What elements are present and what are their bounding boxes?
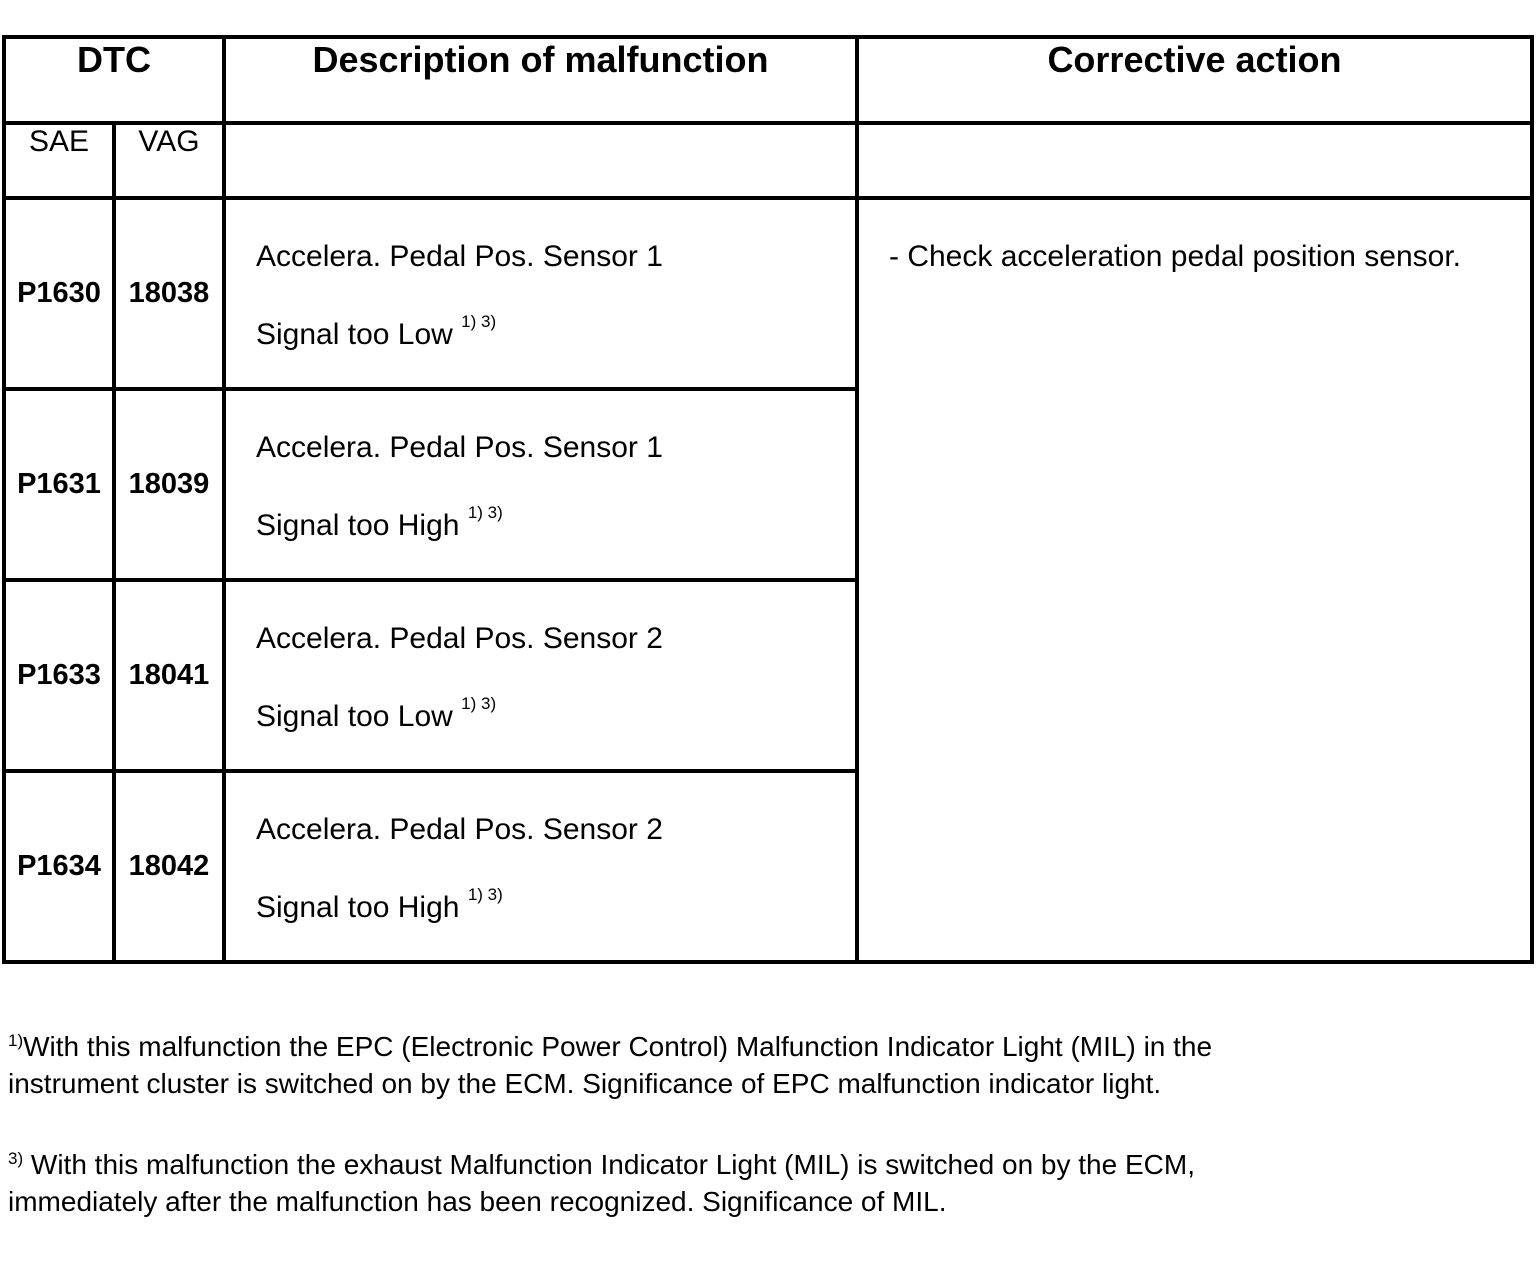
corrective-action: - Check acceleration pedal position sensor. [857,198,1532,962]
footnote-1 [8,1028,1508,1102]
footnote-line2: instrument cluster is switched on by the ECM. Significance of EPC malfunction indicator light. [8,1068,1162,1099]
header-dtc: DTC [4,37,224,123]
description-line1: Accelera. Pedal Pos. Sensor 1 [256,240,663,273]
malfunction-description [224,771,857,962]
table-row [4,198,1532,389]
vag-code: 18041 [114,580,224,771]
header-description: Description of malfunction [224,37,857,123]
sae-code: P1634 [4,771,114,962]
description-line2: Signal too Low [256,700,453,733]
footnote-3 [8,1146,1508,1220]
description-line2: Signal too High [256,891,460,924]
subheader-row [4,123,1532,198]
footnote-line1: With this malfunction the EPC (Electronic Power Control) Malfunction Indicator Light (MIL) in the [23,1031,1213,1062]
subheader-vag: VAG [114,123,224,198]
sae-code: P1630 [4,198,114,389]
malfunction-description [224,198,857,389]
footnote-line2: immediately after the malfunction has been recognized. Significance of MIL. [8,1186,947,1217]
description-line1: Accelera. Pedal Pos. Sensor 1 [256,431,663,464]
malfunction-description [224,580,857,771]
vag-code: 18042 [114,771,224,962]
description-line2: Signal too Low [256,318,453,351]
header-corrective-action: Corrective action [857,37,1532,123]
description-line2: Signal too High [256,509,460,542]
footnote-ref: 1) 3) [467,503,503,522]
footnote-ref: 1) 3) [461,312,497,331]
subheader-empty-action [857,123,1532,198]
sae-code: P1633 [4,580,114,771]
description-line2-wrap [256,694,497,734]
description-line1: Accelera. Pedal Pos. Sensor 2 [256,622,663,655]
dtc-table-container [2,35,1530,964]
description-line2-wrap [256,885,503,925]
dtc-table [2,35,1534,964]
vag-code: 18039 [114,389,224,580]
subheader-sae: SAE [4,123,114,198]
footnote-line1: With this malfunction the exhaust Malfunction Indicator Light (MIL) is switched on by the ECM, [30,1149,1195,1180]
sae-code: P1631 [4,389,114,580]
footnote-ref: 1) 3) [461,694,497,713]
description-line2-wrap [256,503,503,543]
header-row [4,37,1532,123]
vag-code: 18038 [114,198,224,389]
footnote-mark: 3) [8,1149,24,1168]
description-line1: Accelera. Pedal Pos. Sensor 2 [256,813,663,846]
footnote-ref: 1) 3) [467,885,503,904]
malfunction-description [224,389,857,580]
footnotes [8,1028,1508,1264]
description-line2-wrap [256,312,497,352]
subheader-empty-description [224,123,857,198]
footnote-mark: 1) [8,1031,24,1050]
